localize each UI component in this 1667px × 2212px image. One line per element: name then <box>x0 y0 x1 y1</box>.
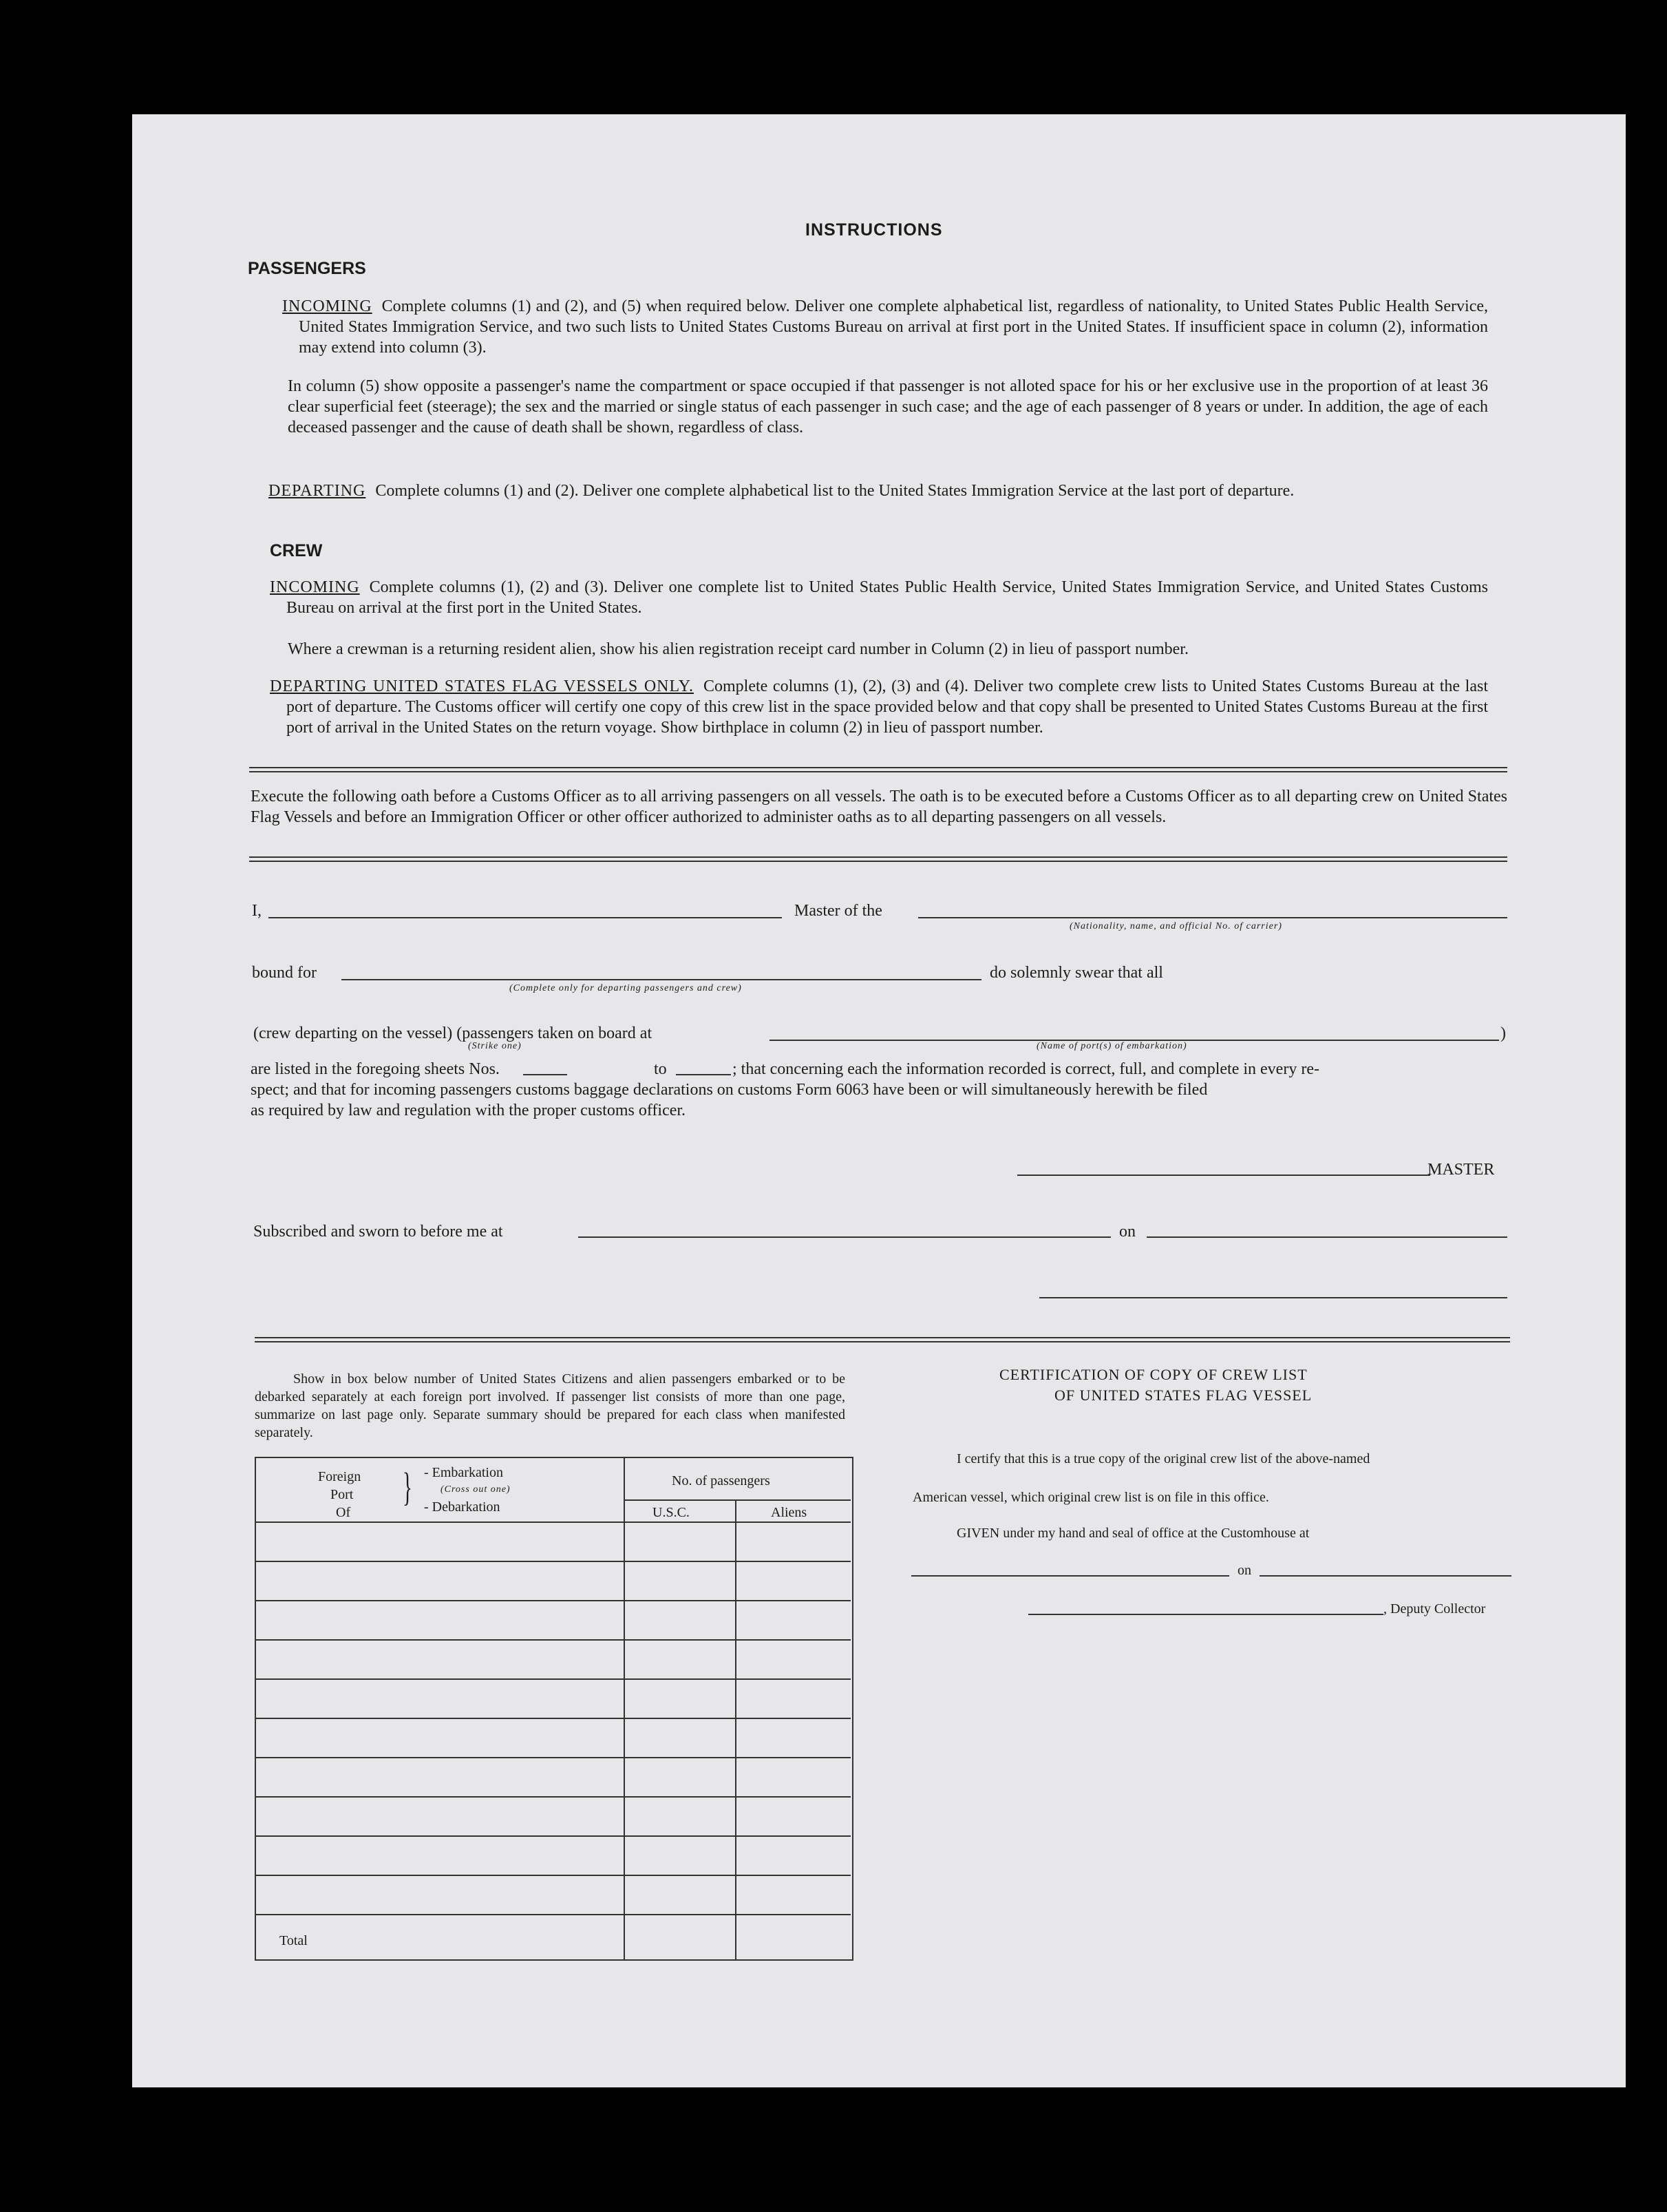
passengers-incoming-text: Complete columns (1) and (2), and (5) when required below. Deliver one complete alphabetical list, regardless of nationality, to United States Public Health Service, United States Immigration Service, and two such lists to United States Customs Bureau on arrival at first port in the United States. If insufficient space in column (2), information may extend into column (3). <box>299 297 1488 357</box>
ports-caption: (Name of port(s) of embarkation) <box>1037 1041 1187 1051</box>
carrier-field[interactable] <box>918 917 1507 918</box>
crew-departing-paragraph <box>270 676 1488 738</box>
of-header: Of <box>336 1505 351 1520</box>
section-divider <box>249 767 1507 772</box>
aliens-header: Aliens <box>771 1505 807 1520</box>
destination-field[interactable] <box>341 979 981 980</box>
certification-title-line2: OF UNITED STATES FLAG VESSEL <box>1054 1387 1313 1404</box>
oath-i-label: I, <box>252 902 262 920</box>
certification-date-field[interactable] <box>1260 1575 1511 1577</box>
debarkation-header: - Debarkation <box>424 1499 500 1515</box>
strike-one-caption: (Strike one) <box>468 1041 522 1051</box>
foreign-header: Foreign <box>318 1469 361 1484</box>
brace-icon: } <box>402 1464 412 1509</box>
table-row <box>255 1678 851 1680</box>
usc-header: U.S.C. <box>652 1505 690 1520</box>
table-border <box>255 1457 853 1961</box>
listed-statement-line3: as required by law and regulation with the proper customs officer. <box>251 1102 686 1119</box>
port-header: Port <box>330 1487 354 1502</box>
master-of-the-label: Master of the <box>794 902 882 920</box>
passengers-column5-paragraph: In column (5) show opposite a passenger's name the compartment or space occupied if that passenger is not alloted space for his or her exclusive use in the proportion of at least 36 clear superficial feet (steerage); the sex and the married or single status of each passenger in such case; and the age of each passenger of 8 years or under. In addition, the age of each deceased passenger and the cause of death shall be shown, regardless of class. <box>288 377 1488 436</box>
passengers-departing-paragraph <box>268 481 1488 501</box>
close-paren: ) <box>1500 1024 1506 1042</box>
swear-text: do solemnly swear that all <box>990 964 1163 982</box>
crew-incoming-paragraph <box>270 577 1488 618</box>
sheet-from-field[interactable] <box>523 1074 567 1075</box>
listed-to-label: to <box>654 1060 667 1078</box>
master-name-field[interactable] <box>268 917 782 918</box>
sheet-to-field[interactable] <box>676 1074 731 1075</box>
passengers-departing-label: DEPARTING <box>268 482 366 500</box>
passengers-heading: PASSENGERS <box>248 259 366 278</box>
table-row <box>255 1718 851 1719</box>
listed-statement-line1: ; that concerning each the information recorded is correct, full, and complete in every re- <box>732 1060 1319 1078</box>
crew-departing-text: Complete columns (1), (2), (3) and (4). Deliver two complete crew lists to United States Customs Bureau at the last port of departure. The Customs officer will certify one copy of this crew list in the space provided below and that copy shall be presented to United States Customs Bureau at the first port of arrival in the United States on the return voyage. Show birthplace in column (2) in lieu of passport number. <box>286 677 1489 737</box>
certify-line1: I certify that this is a true copy of the original crew list of the above-named <box>957 1451 1370 1466</box>
table-row <box>255 1757 851 1758</box>
total-label: Total <box>279 1933 308 1948</box>
table-row <box>255 1796 851 1798</box>
master-signature-field[interactable] <box>1017 1175 1430 1176</box>
cross-out-caption: (Cross out one) <box>440 1484 511 1495</box>
table-row <box>255 1835 851 1837</box>
passengers-incoming-paragraph <box>282 296 1488 358</box>
table-row <box>255 1600 851 1601</box>
subscribed-label: Subscribed and sworn to before me at <box>253 1223 503 1241</box>
listed-statement-line2: spect; and that for incoming passengers customs baggage declarations on customs Form 6063 have been or will simultaneously herewith be filed <box>251 1081 1208 1099</box>
table-row <box>255 1914 851 1915</box>
certification-title-line1: CERTIFICATION OF COPY OF CREW LIST <box>999 1366 1308 1383</box>
embarkation-header: - Embarkation <box>424 1465 503 1480</box>
summary-instructions: Show in box below number of United States Citizens and alien passengers embarked or to be debarked separately at each foreign port involved. If passenger list consists of more than one page, summarize on last page only. Separate summary should be prepared for each class when manifested separately. <box>255 1371 845 1440</box>
listed-sheets-text: are listed in the foregoing sheets Nos. <box>251 1060 500 1078</box>
passengers-departing-text: Complete columns (1) and (2). Deliver one complete alphabetical list to the United States Immigration Service at the last port of departure. <box>375 482 1295 500</box>
oath-instructions: Execute the following oath before a Customs Officer as to all arriving passengers on all vessels. The oath is to be executed before a Customs Officer as to all departing crew on United States Flag Vessels and before an Immigration Officer or other officer authorized to administer oaths as to all departing passengers on all vessels. <box>251 788 1507 826</box>
deputy-signature-field[interactable] <box>1028 1614 1383 1615</box>
officer-signature-field[interactable] <box>1039 1297 1507 1298</box>
master-label: MASTER <box>1427 1161 1495 1179</box>
table-row <box>255 1561 851 1562</box>
crew-resident-paragraph: Where a crewman is a returning resident alien, show his alien registration receipt card number in Column (2) in lieu of passport number. <box>288 640 1189 658</box>
certify-line2: American vessel, which original crew list is on file in this office. <box>913 1490 1269 1505</box>
no-of-passengers-header: No. of passengers <box>672 1473 770 1488</box>
deputy-collector-label: , Deputy Collector <box>1383 1601 1486 1616</box>
instructions-title: INSTRUCTIONS <box>805 220 943 240</box>
table-row <box>255 1875 851 1876</box>
crew-heading: CREW <box>270 541 323 560</box>
given-line: GIVEN under my hand and seal of office at the Customhouse at <box>957 1526 1310 1541</box>
crew-passengers-choice: (crew departing on the vessel) (passengers taken on board at <box>253 1024 652 1042</box>
passengers-incoming-label: INCOMING <box>282 297 372 315</box>
customhouse-field[interactable] <box>911 1575 1229 1577</box>
section-divider <box>255 1337 1510 1342</box>
bound-for-label: bound for <box>252 964 317 982</box>
carrier-caption: (Nationality, name, and official No. of carrier) <box>1070 921 1282 931</box>
crew-departing-label: DEPARTING UNITED STATES FLAG VESSELS ONLY. <box>270 677 694 695</box>
form-page <box>132 114 1626 2087</box>
crew-incoming-text: Complete columns (1), (2) and (3). Deliver one complete list to United States Public Health Service, United States Immigration Service, and United States Customs Bureau on arrival at the first port in the United States. <box>286 578 1488 617</box>
sworn-on-label: on <box>1119 1223 1136 1241</box>
crew-incoming-label: INCOMING <box>270 578 360 596</box>
certification-on-label: on <box>1238 1563 1251 1578</box>
sworn-date-field[interactable] <box>1147 1236 1507 1238</box>
section-divider <box>249 856 1507 862</box>
sworn-place-field[interactable] <box>578 1236 1111 1238</box>
destination-caption: (Complete only for departing passengers and crew) <box>509 983 742 993</box>
table-row <box>255 1639 851 1641</box>
